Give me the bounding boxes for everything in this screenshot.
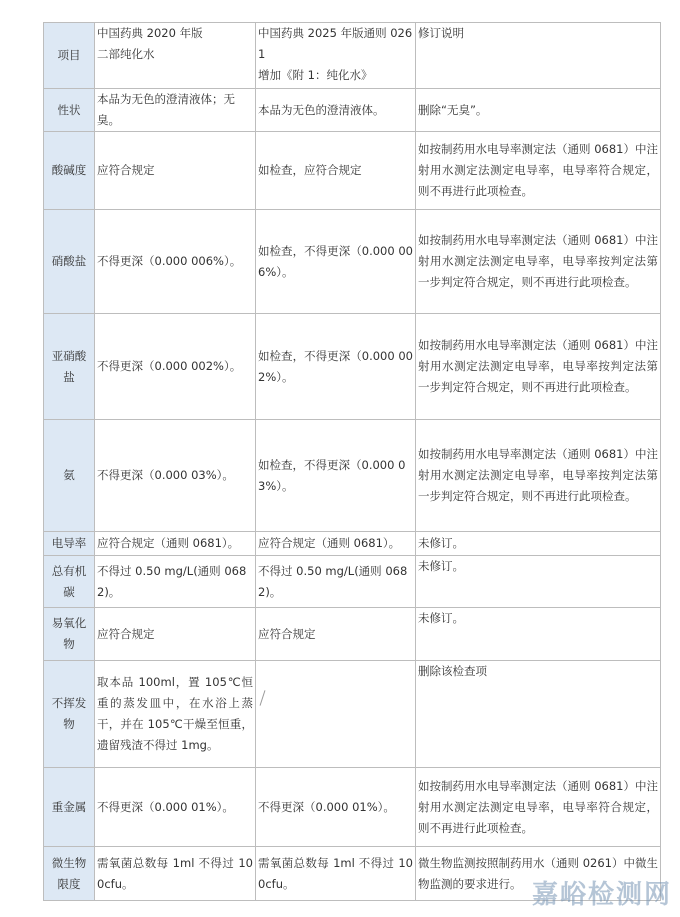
header-2020-line1: 中国药典 2020 年版 [97, 26, 203, 40]
row-2025: 应符合规定（通则 0681）。 [256, 532, 416, 556]
row-note: 未修订。 [416, 532, 661, 556]
comparison-table [43, 22, 661, 901]
row-item: 微生物限度 [44, 847, 95, 901]
row-note: 如按制药用水电导率测定法（通则 0681）中注射用水测定法测定电导率，电导率符合规定，则不再进行此项检查。 [416, 768, 661, 847]
row-2020: 应符合规定（通则 0681）。 [95, 532, 256, 556]
table-row [44, 314, 661, 420]
row-item: 易氧化物 [44, 608, 95, 661]
table-row [44, 89, 661, 132]
row-2020: 应符合规定 [95, 132, 256, 210]
row-item: 酸碱度 [44, 132, 95, 210]
row-note: 未修订。 [416, 556, 661, 608]
row-item: 硝酸盐 [44, 210, 95, 314]
row-2020: 不得更深（0.000 006%）。 [95, 210, 256, 314]
row-note: 未修订。 [416, 608, 661, 661]
watermark: 嘉峪检测网 [531, 880, 672, 910]
row-2025 [256, 661, 416, 768]
row-2020: 不得过 0.50 mg/L(通则 0682)。 [95, 556, 256, 608]
row-note: 如按制药用水电导率测定法（通则 0681）中注射用水测定法测定电导率，电导率按判定法第一步判定符合规定，则不再进行此项检查。 [416, 420, 661, 532]
row-2025: 不得更深（0.000 01%）。 [256, 768, 416, 847]
row-2025: 不得过 0.50 mg/L(通则 0682)。 [256, 556, 416, 608]
table-header-row [44, 23, 661, 89]
row-note: 删除该检查项 [416, 661, 661, 768]
row-item: 电导率 [44, 532, 95, 556]
row-2020: 取本品 100ml，置 105℃恒重的蒸发皿中，在水浴上蒸干，并在 105℃干燥至恒重，遗留残渣不得过 1mg。 [95, 661, 256, 768]
header-2020-line2: 二部纯化水 [97, 47, 155, 61]
table-row [44, 768, 661, 847]
row-item: 亚硝酸盐 [44, 314, 95, 420]
row-2020: 不得更深（0.000 03%）。 [95, 420, 256, 532]
row-note: 如按制药用水电导率测定法（通则 0681）中注射用水测定法测定电导率，电导率符合规定，则不再进行此项检查。 [416, 132, 661, 210]
row-note: 如按制药用水电导率测定法（通则 0681）中注射用水测定法测定电导率，电导率按判定法第一步判定符合规定，则不再进行此项检查。 [416, 314, 661, 420]
row-item: 性状 [44, 89, 95, 132]
row-2020: 需氧菌总数每 1ml 不得过 100cfu。 [95, 847, 256, 901]
row-item: 重金属 [44, 768, 95, 847]
header-2025-line2: 增加《附 1：纯化水》 [258, 68, 373, 82]
row-2025: 本品为无色的澄清液体。 [256, 89, 416, 132]
table-row [44, 556, 661, 608]
row-2025: 如检查，不得更深（0.000 006%）。 [256, 210, 416, 314]
row-2025: 应符合规定 [256, 608, 416, 661]
header-notes: 修订说明 [416, 23, 661, 89]
table-row [44, 132, 661, 210]
row-note: 微生物监测按照制药用水（通则 0261）中微生物监测的要求进行。 [416, 847, 661, 901]
table-row [44, 608, 661, 661]
row-2020: 不得更深（0.000 002%）。 [95, 314, 256, 420]
row-item: 不挥发物 [44, 661, 95, 768]
row-2025: 如检查，应符合规定 [256, 132, 416, 210]
header-2020 [95, 23, 256, 89]
row-item: 总有机碳 [44, 556, 95, 608]
header-item: 项目 [44, 23, 95, 89]
row-2020: 本品为无色的澄清液体；无臭。 [95, 89, 256, 132]
header-2025-line1: 中国药典 2025 年版通则 0261 [258, 26, 413, 61]
table-row [44, 661, 661, 768]
row-2025: 如检查，不得更深（0.000 03%）。 [256, 420, 416, 532]
row-2020: 应符合规定 [95, 608, 256, 661]
row-item: 氨 [44, 420, 95, 532]
row-2025: 如检查，不得更深（0.000 002%）。 [256, 314, 416, 420]
row-note: 删除“无臭”。 [416, 89, 661, 132]
table-row [44, 210, 661, 314]
table-row [44, 420, 661, 532]
row-note: 如按制药用水电导率测定法（通则 0681）中注射用水测定法测定电导率，电导率按判定法第一步判定符合规定，则不再进行此项检查。 [416, 210, 661, 314]
table-row [44, 532, 661, 556]
row-2020: 不得更深（0.000 01%）。 [95, 768, 256, 847]
row-2025: 需氧菌总数每 1ml 不得过 100cfu。 [256, 847, 416, 901]
header-2025 [256, 23, 416, 89]
